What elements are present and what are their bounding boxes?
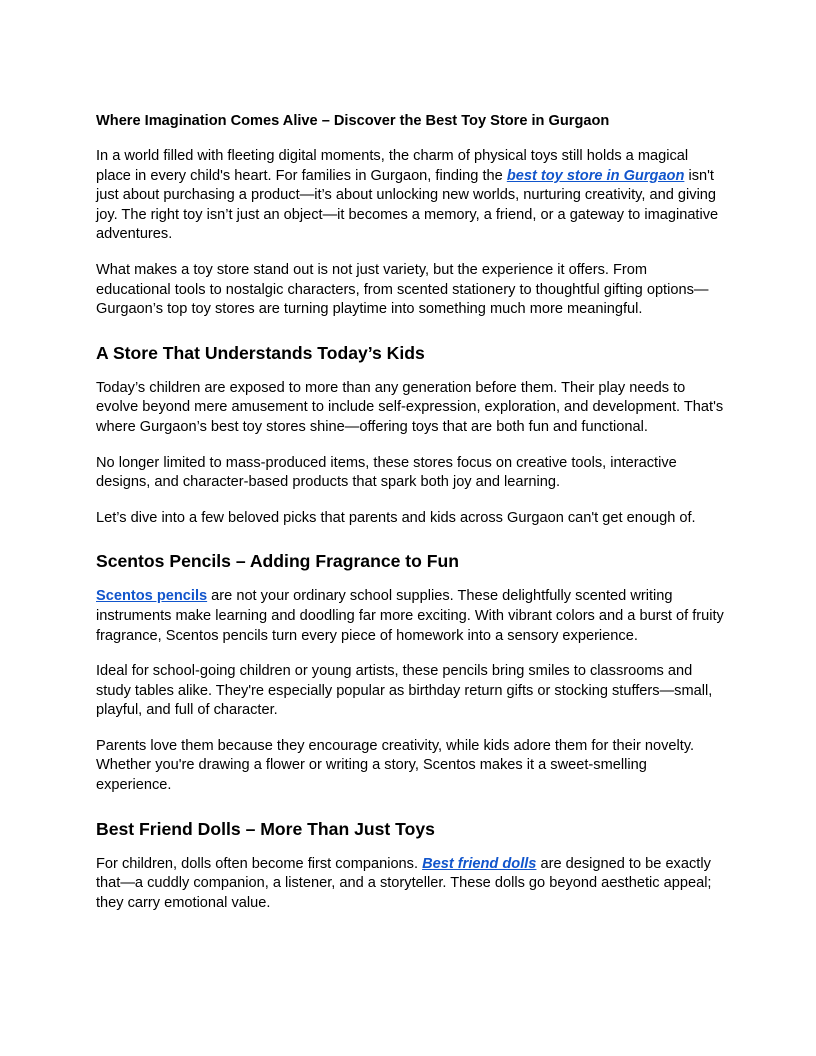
intro-paragraph-2: What makes a toy store stand out is not just variety, but the experience it offers. From educational tools to nostalgic characters, from scented stationery to thoughtful gifting options—Gurgaon’s top toy stores are turning playtime into something much more meaningful.: [96, 261, 709, 318]
section3-p1-text-after: are designed to be exactly that—a cuddly companion, a listener, and a storyteller. These dolls go beyond aesthetic appeal; they carry emotional value.: [96, 855, 712, 911]
section1-paragraph-2: No longer limited to mass-produced items, these stores focus on creative tools, interactive designs, and character-based products that spark both joy and learning.: [96, 454, 677, 491]
document-title: Where Imagination Comes Alive – Discover the Best Toy Store in Gurgaon: [96, 113, 610, 129]
best-toy-store-link[interactable]: best toy store in Gurgaon: [506, 167, 685, 184]
section1-paragraph-1: Today’s children are exposed to more than any generation before them. Their play needs to evolve beyond mere amusement to include self-expression, exploration, and development. That's where Gurgaon’s best toy stores shine—offering toys that are both fun and functional.: [96, 379, 724, 435]
document-page: [96, 112, 724, 929]
section-heading-scentos-pencils: Scentos Pencils – Adding Fragrance to Fun: [96, 551, 460, 572]
section-heading-store-understands: A Store That Understands Today’s Kids: [96, 342, 425, 363]
best-friend-dolls-link[interactable]: Best friend dolls: [422, 855, 537, 872]
intro-p1-text-after: isn't just about purchasing a product—it’s about unlocking new worlds, nurturing creativity, and giving joy. The right toy isn’t just an object—it becomes a memory, a friend, or a gateway to imaginative adventures.: [96, 167, 719, 243]
section3-paragraph-1: [96, 855, 724, 914]
section2-paragraph-2: Ideal for school-going children or young artists, these pencils bring smiles to classrooms and study tables alike. They're especially popular as birthday return gifts or stocking stuffers—small, playful, and full of character.: [96, 663, 713, 719]
section1-paragraph-3: Let’s dive into a few beloved picks that parents and kids across Gurgaon can't get enough of.: [96, 509, 696, 526]
intro-paragraph-1: [96, 147, 724, 245]
scentos-pencils-link[interactable]: Scentos pencils: [96, 588, 208, 605]
section3-p1-text-before: For children, dolls often become first companions.: [96, 855, 423, 872]
section2-p1-text-after: are not your ordinary school supplies. These delightfully scented writing instruments make learning and doodling far more exciting. With vibrant colors and a burst of fruity fragrance, Scentos pencils turn every piece of homework into a sensory experience.: [96, 588, 724, 644]
section2-paragraph-1: [96, 587, 724, 646]
intro-p1-text-before: In a world filled with fleeting digital moments, the charm of physical toys still holds a magical place in every child's heart. For families in Gurgaon, finding the: [96, 148, 689, 184]
section2-paragraph-3: Parents love them because they encourage creativity, while kids adore them for their novelty. Whether you're drawing a flower or writing a story, Scentos makes it a sweet-smelling experience.: [96, 737, 695, 794]
section-heading-best-friend-dolls: Best Friend Dolls – More Than Just Toys: [96, 818, 435, 839]
